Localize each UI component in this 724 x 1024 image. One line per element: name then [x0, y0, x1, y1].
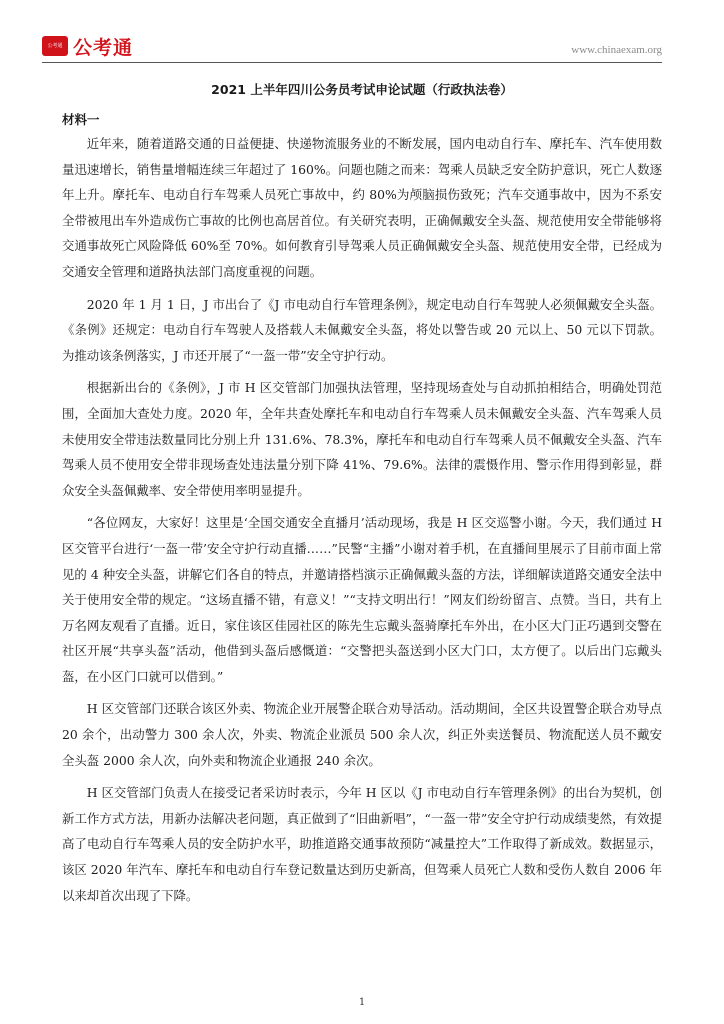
document-body: [62, 131, 662, 915]
paragraph: “各位网友，大家好！这里是‘全国交通安全直播月’活动现场，我是 H 区交巡警小谢。今天，我们通过 H 区交管平台进行‘一盔一带’安全守护行动直播……”民警“主播”小谢对着手机，在直播间里展示了目前市面上常见的 4 种安全头盔，讲解它们各自的特点，并邀请搭档演示正确佩戴头盔的方法，详细解读道路交通安全法中关于使用安全带的规定。“这场直播不错，有意义！”“支持文明出行！”网友们纷纷留言、点赞。当日，共有上万名网友观看了直播。近日，家住该区佳园社区的陈先生忘戴头盔骑摩托车外出，在小区大门正巧遇到交警在社区开展“共享头盔”活动，他借到头盔后感慨道：“交警把头盔送到小区大门口，太方便了。以后出门忘戴头盔，在小区门口就可以借到。”: [62, 515, 662, 684]
paragraph: 2020 年 1 月 1 日，J 市出台了《J 市电动自行车管理条例》，规定电动自行车驾驶人必须佩戴安全头盔。《条例》还规定：电动自行车驾驶人及搭载人未佩戴安全头盔，将处以警告或 20 元以上、50 元以下罚款。为推动该条例落实，J 市还开展了“一盔一带”安全守护行动。: [62, 296, 662, 363]
logo-badge: 公考通: [42, 36, 68, 56]
logo-text: 公考通: [73, 37, 134, 59]
section-heading: 材料一: [62, 112, 100, 127]
paragraph: 近年来，随着道路交通的日益便捷、快递物流服务业的不断发展，国内电动自行车、摩托车、汽车使用数量迅速增长，销售量增幅连续三年超过了 160%。问题也随之而来：驾乘人员缺乏安全防护意识，死亡人数逐年上升。摩托车、电动自行车驾乘人员死亡事故中，约 80%为颅脑损伤致死；汽车交通事故中，因为不系安全带被甩出车外造成伤亡事故的比例也高居首位。有关研究表明，正确佩戴安全头盔、规范使用安全带能够将交通事故死亡风险降低 60%至 70%。如何教育引导驾乘人员正确佩戴安全头盔、规范使用安全带，已经成为交通安全管理和道路执法部门高度重视的问题。: [62, 136, 662, 279]
paragraph: 根据新出台的《条例》，J 市 H 区交管部门加强执法管理，坚持现场查处与自动抓拍相结合，明确处罚范围，全面加大查处力度。2020 年，全年共查处摩托车和电动自行车驾乘人员未佩戴安全头盔、汽车驾乘人员未使用安全带违法数量同比分别上升 131.6%、78.3%，摩托车和电动自行车驾乘人员不佩戴安全头盔、汽车驾乘人员不使用安全带非现场查处违法量分别下降 41%、79.6%。法律的震慑作用、警示作用得到彰显，群众安全头盔佩戴率、安全带使用率明显提升。: [62, 380, 662, 498]
document-title: 2021 上半年四川公务员考试申论试题（行政执法卷）: [211, 82, 513, 97]
page-number: 1: [358, 997, 366, 1008]
header-divider: [42, 62, 662, 63]
paragraph: H 区交管部门负责人在接受记者采访时表示，今年 H 区以《J 市电动自行车管理条例》的出台为契机，创新工作方式方法，用新办法解决老问题，真正做到了“旧曲新唱”，“一盔一带”安全守护行动成绩斐然，有效提高了电动自行车驾乘人员的安全防护水平，助推道路交通事故预防“减量控大”工作取得了新成效。数据显示，该区 2020 年汽车、摩托车和电动自行车登记数量达到历史新高，但驾乘人员死亡人数和受伤人数自 2006 年以来却首次出现了下降。: [62, 785, 662, 903]
paragraph: H 区交管部门还联合该区外卖、物流企业开展警企联合劝导活动。活动期间，全区共设置警企联合劝导点 20 余个，出动警力 300 余人次，外卖、物流企业派员 500 余人次，纠正外卖送餐员、物流配送人员不戴安全头盔 2000 余人次，向外卖和物流企业通报 240 余次。: [62, 701, 662, 768]
site-url: www.chinaexam.org: [571, 44, 662, 56]
page-header: [42, 32, 662, 62]
